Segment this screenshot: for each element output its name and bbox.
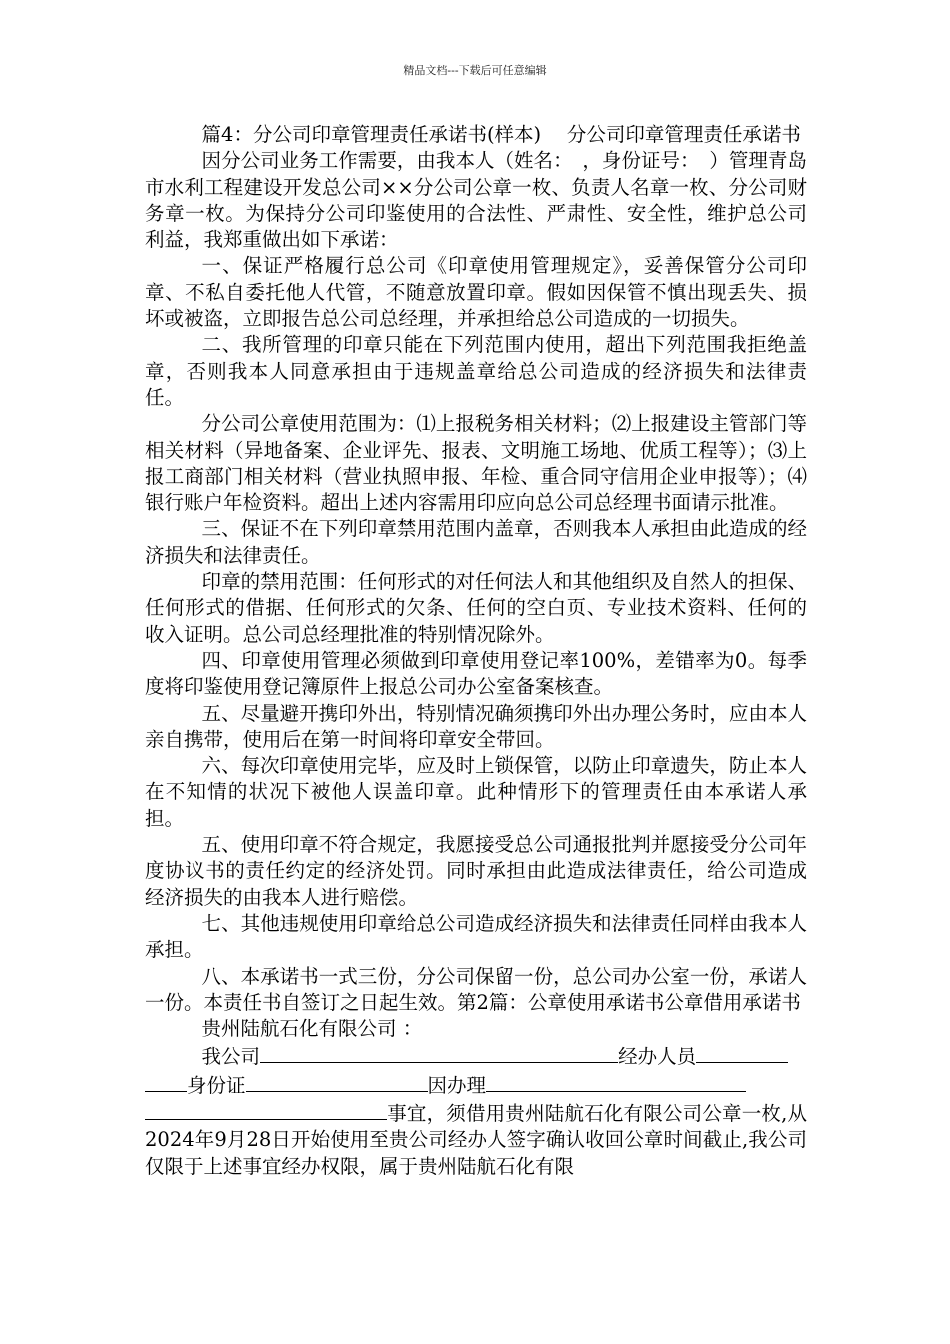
clause-7: 七、其他违规使用印章给总公司造成经济损失和法律责任同样由我本人承担。 (145, 911, 807, 962)
handler-label: 经办人员 (618, 1045, 697, 1069)
reason-label: 因办理 (427, 1073, 487, 1097)
clause-1: 一、保证严格履行总公司《印章使用管理规定》，妥善保管分公司印章、不私自委托他人代管，不随意放置印章。假如因保管不慎出现丢失、损坏或被盗，立即报告总公司总经理，并承担给总公司造成的一切损失。 (145, 254, 807, 331)
reason-blank (486, 1071, 746, 1092)
section-title: 篇4：分公司印章管理责任承诺书(样本) 分公司印章管理责任承诺书 (201, 123, 801, 146)
clause-4: 四、印章使用管理必须做到印章使用登记率100%，差错率为0。每季度将印鉴使用登记簿原件上报总公司办公室备案核查。 (145, 648, 807, 699)
form-tail (145, 1099, 807, 1180)
clause-2: 二、我所管理的印章只能在下列范围内使用，超出下列范围我拒绝盖章，否则我本人同意承担由于违规盖章给总公司造成的经济损失和法律责任。 (145, 333, 807, 409)
intro-paragraph: 因分公司业务工作需要，由我本人（姓名： ，身份证号： ）管理青岛市水利工程建设开发总公司××分公司公章一枚、负责人名章一枚、分公司财务章一枚。为保持分公司印鉴使用的合法性、严肃性、安全性，维护总公司利益，我郑重做出如下承诺： (145, 149, 807, 252)
clause-8: 八、本承诺书一式三份，分公司保留一份，总公司办公室一份，承诺人一份。本责任书自签订之日起生效。第2篇：公章使用承诺书公章借用承诺书 (145, 964, 807, 1014)
id-blank (246, 1071, 428, 1092)
prohibited-scope: 印章的禁用范围：任何形式的对任何法人和其他组织及自然人的担保、任何形式的借据、任何形式的欠条、任何的空白页、专业技术资料、任何的收入证明。总公司总经理批准的特别情况除外。 (145, 570, 807, 646)
clause-6: 六、每次印章使用完毕，应及时上锁保管，以防止印章遗失，防止本人在不知情的状况下被他人误盖印章。此种情形下的管理责任由本承诺人承担。 (145, 754, 807, 830)
document-body (145, 122, 807, 1180)
reason-blank-cont (145, 1099, 387, 1120)
usage-scope: 分公司公章使用范围为：⑴上报税务相关材料；⑵上报建设主管部门等相关材料（异地备案、企业评先、报表、文明施工场地、优质工程等）；⑶上报工商部门相关材料（营业执照申报、年检、重合同守信用企业申报等）；⑷银行账户年检资料。超出上述内容需用印应向总公司总经理书面请示批准。 (145, 412, 807, 515)
form-line-2 (145, 1071, 807, 1099)
company-label: 我公司 (201, 1045, 261, 1069)
form-line-1 (145, 1042, 807, 1070)
company-blank (260, 1042, 618, 1063)
addressee: 贵州陆航石化有限公司 ： (201, 1017, 423, 1041)
clause-5: 五、尽量避开携印外出，特别情况确须携印外出办理公务时，应由本人亲自携带，使用后在第一时间将印章安全带回。 (145, 701, 807, 751)
clause-3: 三、保证不在下列印章禁用范围内盖章，否则我本人承担由此造成的经济损失和法律责任。 (145, 517, 807, 567)
handler-blank (696, 1042, 788, 1063)
handler-blank-cont (145, 1071, 187, 1092)
page-header: 精品文档---下载后可任意编辑 (403, 64, 547, 77)
id-label: 身份证 (187, 1073, 246, 1097)
tail-text: 事宜，须借用贵州陆航石化有限公司公章一枚,从2024年9月28日开始使用至贵公司经办人签字确认收回公章时间截止,我公司仅限于上述事宜经办权限，属于贵州陆航石化有限 (145, 1101, 807, 1178)
clause-5b: 五、使用印章不符合规定，我愿接受总公司通报批判并愿接受分公司年度协议书的责任约定的经济处罚。同时承担由此造成法律责任，给公司造成经济损失的由我本人进行赔偿。 (145, 833, 807, 909)
